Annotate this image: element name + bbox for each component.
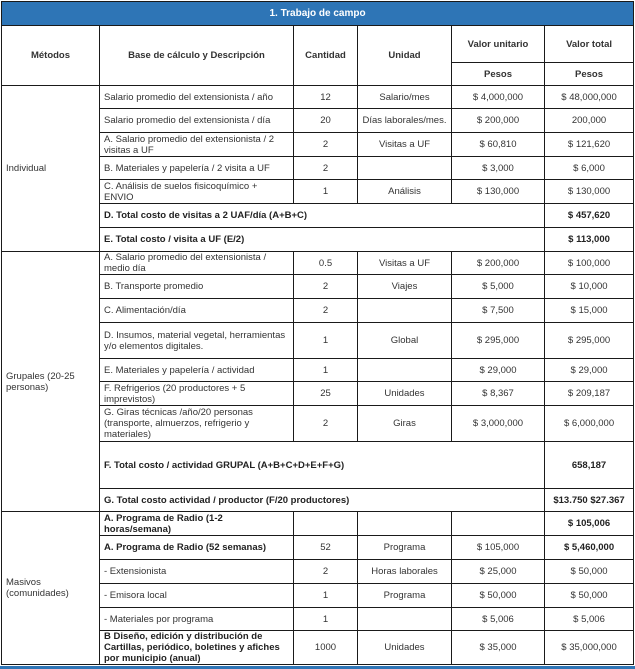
- total-desc: F. Total costo / actividad GRUPAL (A+B+C+D+E+F+G): [100, 442, 545, 489]
- row-cantidad: 12: [294, 86, 358, 109]
- row-unitario: $ 35,000: [452, 631, 545, 665]
- row-total: $ 50,000: [545, 584, 634, 608]
- row-cantidad: 2: [294, 560, 358, 584]
- row-unidad: Viajes: [358, 275, 452, 299]
- row-unidad: [358, 157, 452, 180]
- row-desc: - Emisora local: [100, 584, 294, 608]
- row-desc: - Materiales por programa: [100, 608, 294, 631]
- row-total: $ 100,000: [545, 252, 634, 275]
- table-row: [2, 86, 634, 109]
- table-row: [2, 512, 634, 536]
- row-unitario: $ 60,810: [452, 133, 545, 157]
- header-metodos: Métodos: [2, 26, 100, 86]
- row-total: $ 48,000,000: [545, 86, 634, 109]
- row-cantidad: 2: [294, 157, 358, 180]
- total-value: $ 457,620: [545, 204, 634, 228]
- row-unitario: $ 5,006: [452, 608, 545, 631]
- total-value: 658,187: [545, 442, 634, 489]
- row-desc: A. Programa de Radio (1-2 horas/semana): [100, 512, 294, 536]
- row-unidad: Giras: [358, 406, 452, 442]
- row-unidad: Horas laborales: [358, 560, 452, 584]
- row-unidad: [358, 512, 452, 536]
- method-grupales: Grupales (20-25 personas): [2, 252, 100, 512]
- row-cantidad: 1000: [294, 631, 358, 665]
- row-unidad: Unidades: [358, 631, 452, 665]
- row-cantidad: 2: [294, 275, 358, 299]
- row-unitario: $ 130,000: [452, 180, 545, 204]
- row-cantidad: 0.5: [294, 252, 358, 275]
- total-desc: E. Total costo / visita a UF (E/2): [100, 228, 545, 252]
- row-desc: C. Alimentación/día: [100, 299, 294, 323]
- row-total: $ 5,460,000: [545, 536, 634, 560]
- row-desc: B Diseño, edición y distribución de Cartillas, periódico, boletines y afiches por municipio (anual): [100, 631, 294, 665]
- row-desc: C. Análisis de suelos fisicoquímico + ENVIO: [100, 180, 294, 204]
- row-desc: Salario promedio del extensionista / año: [100, 86, 294, 109]
- row-desc: B. Transporte promedio: [100, 275, 294, 299]
- row-unidad: [358, 608, 452, 631]
- method-individual: Individual: [2, 86, 100, 252]
- row-total: $ 295,000: [545, 323, 634, 359]
- row-unidad: [358, 299, 452, 323]
- header-pesos-unitario: Pesos: [452, 63, 545, 86]
- total-value: $13.750 $27.367: [545, 489, 634, 512]
- header-valor-total: Valor total: [545, 26, 634, 63]
- row-total: $ 5,006: [545, 608, 634, 631]
- row-total: $ 6,000,000: [545, 406, 634, 442]
- row-cantidad: 1: [294, 584, 358, 608]
- table-row: [2, 252, 634, 275]
- row-cantidad: 1: [294, 323, 358, 359]
- row-unidad: Análisis: [358, 180, 452, 204]
- header-unidad: Unidad: [358, 26, 452, 86]
- row-unitario: $ 8,367: [452, 382, 545, 406]
- row-unidad: Unidades: [358, 382, 452, 406]
- row-desc: A. Programa de Radio (52 semanas): [100, 536, 294, 560]
- row-cantidad: 20: [294, 109, 358, 133]
- row-total: $ 6,000: [545, 157, 634, 180]
- method-masivos: Masivos (comunidades): [2, 512, 100, 665]
- header-valor-unitario: Valor unitario: [452, 26, 545, 63]
- row-unitario: $ 200,000: [452, 252, 545, 275]
- row-cantidad: 1: [294, 180, 358, 204]
- cost-table: [1, 1, 634, 665]
- row-desc: D. Insumos, material vegetal, herramientas y/o elementos digitales.: [100, 323, 294, 359]
- row-cantidad: 2: [294, 406, 358, 442]
- row-unidad: Visitas a UF: [358, 252, 452, 275]
- row-unitario: $ 7,500: [452, 299, 545, 323]
- row-desc: E. Materiales y papelería / actividad: [100, 359, 294, 382]
- row-unitario: [452, 512, 545, 536]
- row-desc: - Extensionista: [100, 560, 294, 584]
- row-unidad: Días laborales/mes.: [358, 109, 452, 133]
- row-total: 200,000: [545, 109, 634, 133]
- row-total: $ 105,006: [545, 512, 634, 536]
- row-cantidad: [294, 512, 358, 536]
- row-total: $ 121,620: [545, 133, 634, 157]
- row-cantidad: 2: [294, 133, 358, 157]
- row-desc: Salario promedio del extensionista / día: [100, 109, 294, 133]
- row-cantidad: 25: [294, 382, 358, 406]
- row-unitario: $ 29,000: [452, 359, 545, 382]
- row-unidad: Global: [358, 323, 452, 359]
- row-total: $ 10,000: [545, 275, 634, 299]
- row-cantidad: 2: [294, 299, 358, 323]
- row-total: $ 209,187: [545, 382, 634, 406]
- header-cantidad: Cantidad: [294, 26, 358, 86]
- row-cantidad: 1: [294, 608, 358, 631]
- header-pesos-total: Pesos: [545, 63, 634, 86]
- total-desc: D. Total costo de visitas a 2 UAF/día (A+B+C): [100, 204, 545, 228]
- row-unidad: Programa: [358, 584, 452, 608]
- row-total: $ 130,000: [545, 180, 634, 204]
- row-desc: B. Materiales y papelería / 2 visita a UF: [100, 157, 294, 180]
- row-total: $ 50,000: [545, 560, 634, 584]
- row-unidad: Salario/mes: [358, 86, 452, 109]
- row-unitario: $ 3,000,000: [452, 406, 545, 442]
- row-unidad: Programa: [358, 536, 452, 560]
- row-unitario: $ 4,000,000: [452, 86, 545, 109]
- row-cantidad: 52: [294, 536, 358, 560]
- row-unitario: $ 3,000: [452, 157, 545, 180]
- table-title: 1. Trabajo de campo: [2, 2, 634, 26]
- row-cantidad: 1: [294, 359, 358, 382]
- row-desc: F. Refrigerios (20 productores + 5 imprevistos): [100, 382, 294, 406]
- row-unitario: $ 200,000: [452, 109, 545, 133]
- row-desc: A. Salario promedio del extensionista / medio día: [100, 252, 294, 275]
- row-total: $ 29,000: [545, 359, 634, 382]
- row-unitario: $ 5,000: [452, 275, 545, 299]
- row-unitario: $ 50,000: [452, 584, 545, 608]
- row-unitario: $ 295,000: [452, 323, 545, 359]
- row-unitario: $ 105,000: [452, 536, 545, 560]
- total-value: $ 113,000: [545, 228, 634, 252]
- header-base: Base de cálculo y Descripción: [100, 26, 294, 86]
- total-desc: G. Total costo actividad / productor (F/20 productores): [100, 489, 545, 512]
- row-desc: G. Giras técnicas /año/20 personas (transporte, almuerzos, refrigerio y materiales): [100, 406, 294, 442]
- row-unidad: Visitas a UF: [358, 133, 452, 157]
- row-total: $ 15,000: [545, 299, 634, 323]
- row-total: $ 35,000,000: [545, 631, 634, 665]
- row-unidad: [358, 359, 452, 382]
- row-unitario: $ 25,000: [452, 560, 545, 584]
- row-desc: A. Salario promedio del extensionista / 2 visitas a UF: [100, 133, 294, 157]
